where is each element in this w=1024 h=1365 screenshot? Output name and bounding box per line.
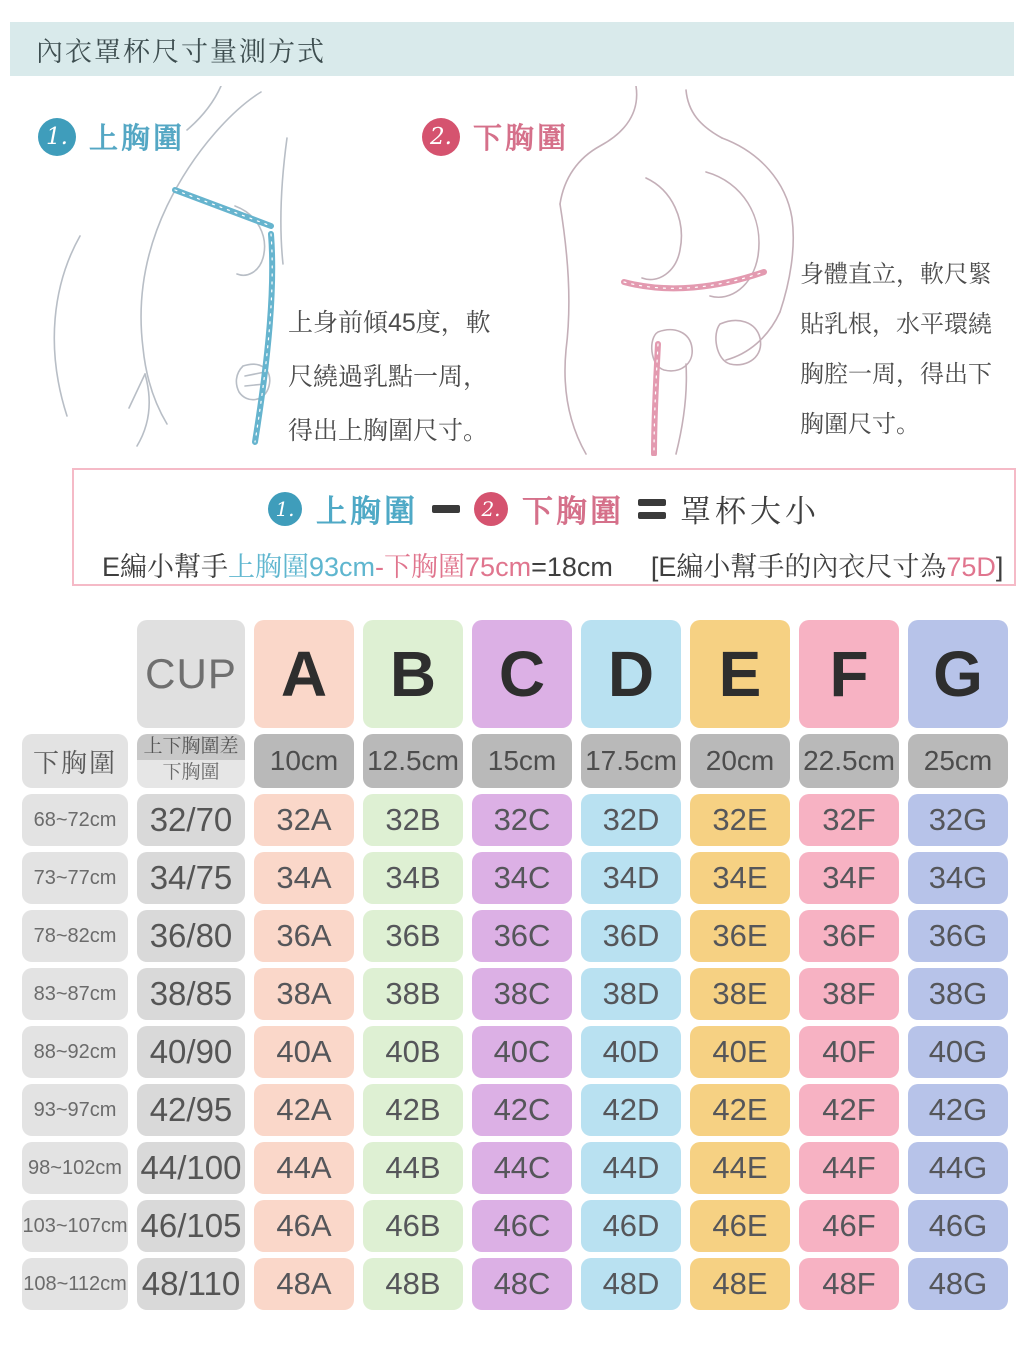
- step1-description: 上身前傾45度，軟 尺繞過乳點一周， 得出上胸圍尺寸。: [288, 309, 491, 445]
- formula-step1-badge: 1.: [268, 492, 302, 526]
- title-bar: [10, 22, 1014, 76]
- bust-diff-header-cell: [137, 734, 245, 788]
- size-cell-42D: 42D: [581, 1084, 681, 1136]
- row-size-cell: 48/110: [137, 1258, 245, 1310]
- formula-result: 罩杯大小: [680, 494, 820, 529]
- cup-diff-cell-B: 12.5cm: [363, 734, 463, 788]
- size-cell-36G: 36G: [908, 910, 1008, 962]
- row-size-cell: 42/95: [137, 1084, 245, 1136]
- cup-diff-cell-E: 20cm: [690, 734, 790, 788]
- row-size-cell: 34/75: [137, 852, 245, 904]
- cup-letter-cell-B: B: [363, 620, 463, 728]
- size-cell-34G: 34G: [908, 852, 1008, 904]
- bust-diff-denominator: 下胸圍: [162, 762, 220, 783]
- example-prefix: E編小幫手: [102, 552, 229, 582]
- size-cell-36B: 36B: [363, 910, 463, 962]
- row-range-cell: 68~72cm: [22, 794, 128, 846]
- size-cell-40B: 40B: [363, 1026, 463, 1078]
- size-cell-32B: 32B: [363, 794, 463, 846]
- cup-letter-cell-G: G: [908, 620, 1008, 728]
- row-range-cell: 83~87cm: [22, 968, 128, 1020]
- size-cell-38G: 38G: [908, 968, 1008, 1020]
- size-cell-48G: 48G: [908, 1258, 1008, 1310]
- step1-number-badge: 1.: [38, 118, 76, 156]
- underbust-header-cell: 下胸圍: [22, 734, 128, 788]
- size-cell-42C: 42C: [472, 1084, 572, 1136]
- row-range-cell: 98~102cm: [22, 1142, 128, 1194]
- row-size-cell: 32/70: [137, 794, 245, 846]
- size-cell-48B: 48B: [363, 1258, 463, 1310]
- cup-letter-cell-D: D: [581, 620, 681, 728]
- size-cell-40A: 40A: [254, 1026, 354, 1078]
- size-cell-46B: 46B: [363, 1200, 463, 1252]
- size-cell-42B: 42B: [363, 1084, 463, 1136]
- page-title: 內衣罩杯尺寸量測方式: [36, 36, 326, 67]
- example-lower-value: -下胸圍75cm: [375, 552, 532, 582]
- size-cell-34B: 34B: [363, 852, 463, 904]
- measuring-tape-pink: [624, 272, 764, 454]
- formula-box: [72, 468, 1016, 586]
- size-cell-46A: 46A: [254, 1200, 354, 1252]
- formula-term-upper: 上胸圍: [316, 494, 418, 529]
- example-note-pre: [E編小幫手的內衣尺寸為: [650, 552, 947, 582]
- formula-step2-badge: 2.: [474, 492, 508, 526]
- size-cell-32D: 32D: [581, 794, 681, 846]
- step2-description: 身體直立，軟尺緊 貼乳根，水平環繞 胸腔一周，得出下 胸圍尺寸。: [800, 261, 992, 438]
- size-cell-38D: 38D: [581, 968, 681, 1020]
- size-cell-40C: 40C: [472, 1026, 572, 1078]
- measuring-tape-teal: [175, 190, 272, 442]
- size-cell-32G: 32G: [908, 794, 1008, 846]
- step1-label: 上胸圍: [89, 123, 186, 155]
- size-cell-44C: 44C: [472, 1142, 572, 1194]
- size-cell-36F: 36F: [799, 910, 899, 962]
- size-cell-46G: 46G: [908, 1200, 1008, 1252]
- row-range-cell: 108~112cm: [22, 1258, 128, 1310]
- cup-letter-cell-C: C: [472, 620, 572, 728]
- row-size-cell: 44/100: [137, 1142, 245, 1194]
- size-cell-38B: 38B: [363, 968, 463, 1020]
- under-bust-measurement-illustration: [538, 86, 808, 456]
- size-cell-40G: 40G: [908, 1026, 1008, 1078]
- size-cell-34C: 34C: [472, 852, 572, 904]
- row-range-cell: 88~92cm: [22, 1026, 128, 1078]
- size-cell-42E: 42E: [690, 1084, 790, 1136]
- size-cell-44D: 44D: [581, 1142, 681, 1194]
- size-cell-44A: 44A: [254, 1142, 354, 1194]
- size-cell-34E: 34E: [690, 852, 790, 904]
- cup-diff-cell-F: 22.5cm: [799, 734, 899, 788]
- row-size-cell: 40/90: [137, 1026, 245, 1078]
- step2-label: 下胸圍: [473, 123, 570, 155]
- table-corner-empty: [22, 620, 128, 728]
- size-cell-42F: 42F: [799, 1084, 899, 1136]
- formula-term-lower: 下胸圍: [522, 494, 624, 529]
- size-cell-42G: 42G: [908, 1084, 1008, 1136]
- size-cell-32C: 32C: [472, 794, 572, 846]
- size-cell-38F: 38F: [799, 968, 899, 1020]
- size-cell-44E: 44E: [690, 1142, 790, 1194]
- size-cell-38A: 38A: [254, 968, 354, 1020]
- formula-equation: [74, 486, 1014, 531]
- size-table: [22, 620, 1008, 1310]
- size-cell-34A: 34A: [254, 852, 354, 904]
- row-range-cell: 73~77cm: [22, 852, 128, 904]
- size-cell-34F: 34F: [799, 852, 899, 904]
- size-cell-32F: 32F: [799, 794, 899, 846]
- size-cell-32E: 32E: [690, 794, 790, 846]
- row-size-cell: 36/80: [137, 910, 245, 962]
- size-cell-36E: 36E: [690, 910, 790, 962]
- size-cell-46D: 46D: [581, 1200, 681, 1252]
- equals-operator: [638, 499, 666, 519]
- row-range-cell: 103~107cm: [22, 1200, 128, 1252]
- size-cell-44G: 44G: [908, 1142, 1008, 1194]
- cup-letter-cell-E: E: [690, 620, 790, 728]
- row-size-cell: 46/105: [137, 1200, 245, 1252]
- bust-diff-numerator: 上下胸圍差: [137, 734, 245, 760]
- formula-example: [74, 545, 1014, 584]
- cup-diff-cell-D: 17.5cm: [581, 734, 681, 788]
- size-cell-36A: 36A: [254, 910, 354, 962]
- size-cell-48A: 48A: [254, 1258, 354, 1310]
- upper-bust-measurement-illustration: [25, 86, 303, 448]
- cup-letter-cell-F: F: [799, 620, 899, 728]
- example-note-size: 75D: [946, 552, 996, 582]
- size-cell-44B: 44B: [363, 1142, 463, 1194]
- cup-diff-cell-A: 10cm: [254, 734, 354, 788]
- size-cell-36C: 36C: [472, 910, 572, 962]
- size-cell-40F: 40F: [799, 1026, 899, 1078]
- size-cell-48E: 48E: [690, 1258, 790, 1310]
- size-cell-32A: 32A: [254, 794, 354, 846]
- size-cell-40E: 40E: [690, 1026, 790, 1078]
- row-range-cell: 93~97cm: [22, 1084, 128, 1136]
- step2-number-badge: 2.: [422, 118, 460, 156]
- size-cell-36D: 36D: [581, 910, 681, 962]
- size-cell-48C: 48C: [472, 1258, 572, 1310]
- size-cell-42A: 42A: [254, 1084, 354, 1136]
- size-cell-46C: 46C: [472, 1200, 572, 1252]
- size-cell-34D: 34D: [581, 852, 681, 904]
- example-upper-value: 上胸圍93cm: [228, 552, 376, 582]
- size-cell-38E: 38E: [690, 968, 790, 1020]
- cup-letter-cell-A: A: [254, 620, 354, 728]
- row-range-cell: 78~82cm: [22, 910, 128, 962]
- cup-header-cell: CUP: [137, 620, 245, 728]
- cup-diff-cell-G: 25cm: [908, 734, 1008, 788]
- size-cell-48D: 48D: [581, 1258, 681, 1310]
- example-note-post: ]: [995, 552, 1004, 582]
- minus-operator: [432, 505, 460, 513]
- size-cell-46F: 46F: [799, 1200, 899, 1252]
- example-result-value: =18cm: [531, 552, 613, 582]
- size-cell-40D: 40D: [581, 1026, 681, 1078]
- cup-diff-cell-C: 15cm: [472, 734, 572, 788]
- size-cell-38C: 38C: [472, 968, 572, 1020]
- row-size-cell: 38/85: [137, 968, 245, 1020]
- size-cell-48F: 48F: [799, 1258, 899, 1310]
- size-cell-44F: 44F: [799, 1142, 899, 1194]
- size-cell-46E: 46E: [690, 1200, 790, 1252]
